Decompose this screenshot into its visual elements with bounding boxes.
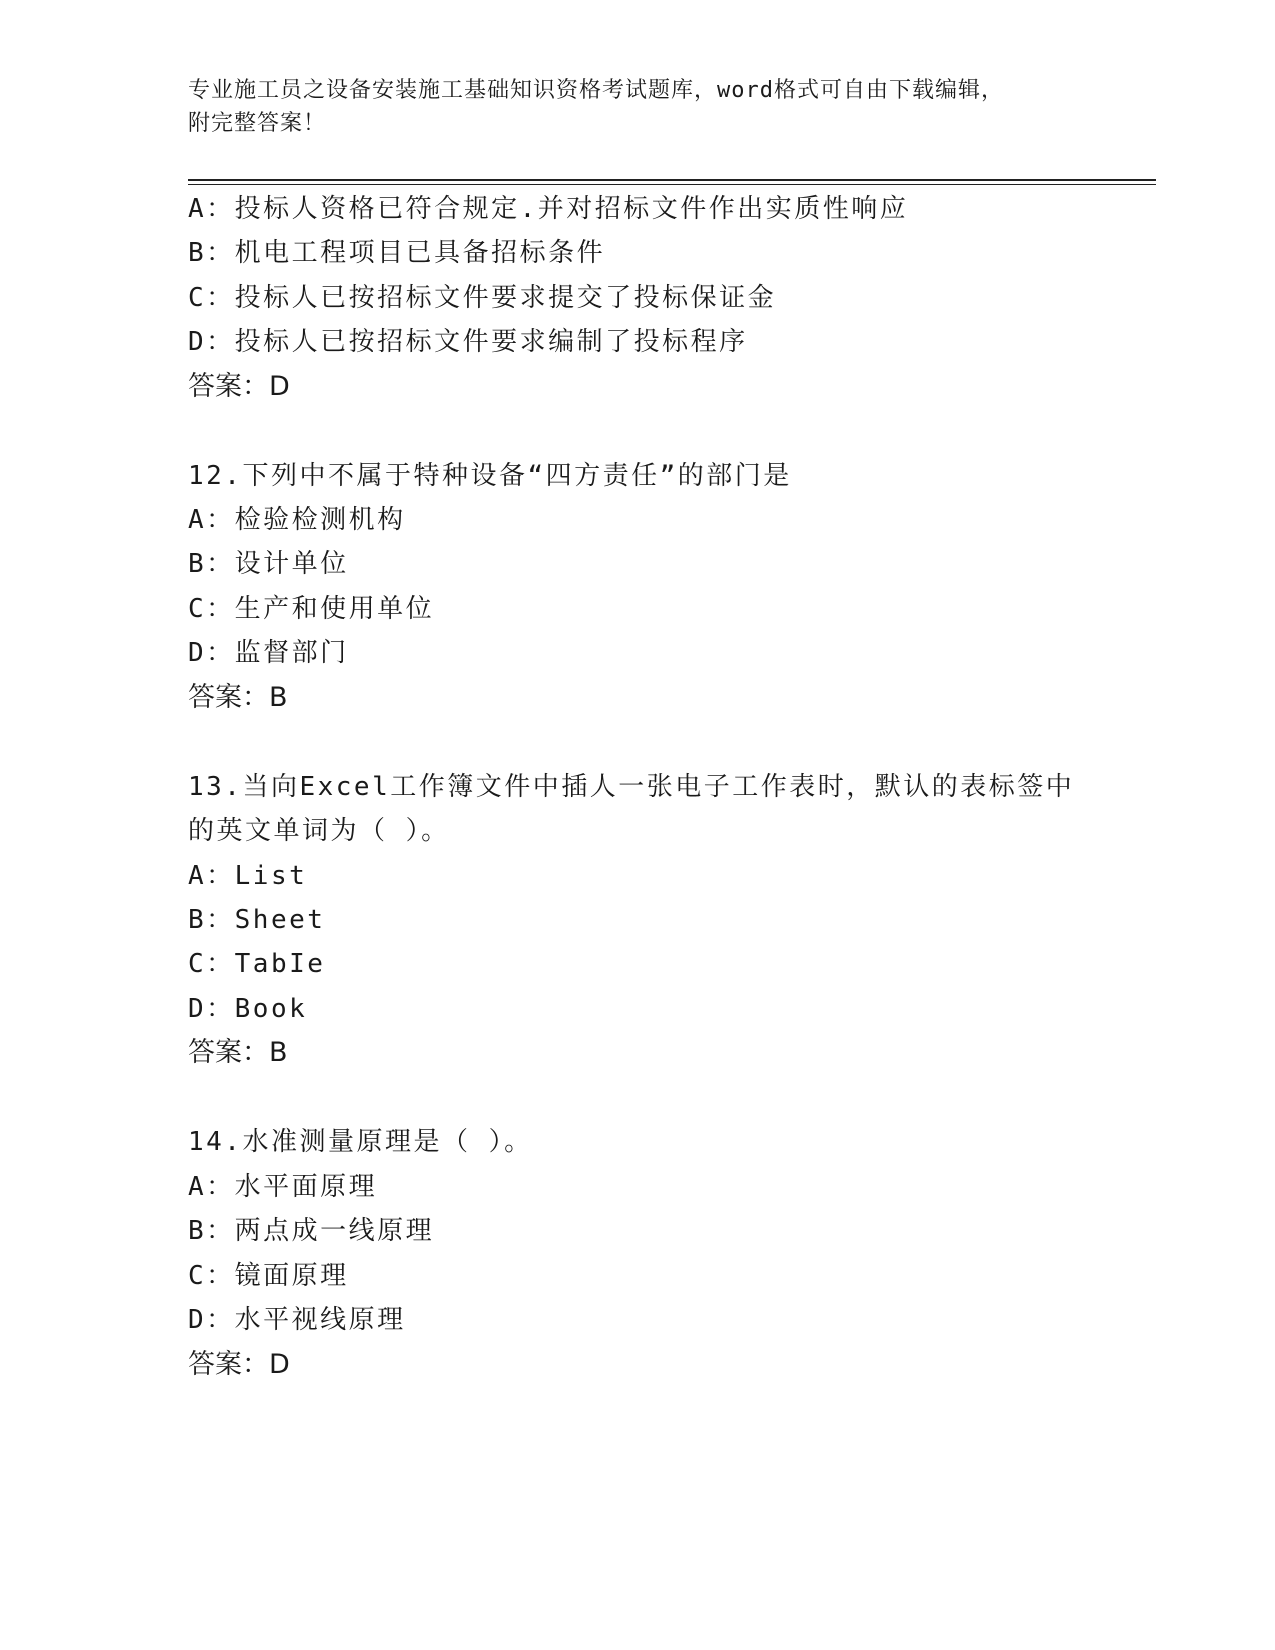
q14-answer: 答案：D	[188, 1349, 290, 1380]
q14-option-d: D：水平视线原理	[188, 1305, 406, 1335]
q13-answer: 答案：B	[188, 1037, 288, 1068]
header-divider-thick	[188, 179, 1156, 181]
q13-option-a: A：List	[188, 861, 308, 891]
q13-question-line-2: 的英文单词为（ ）。	[188, 816, 450, 846]
q14-option-c: C：镜面原理	[188, 1261, 349, 1291]
q14-option-a: A：水平面原理	[188, 1172, 378, 1202]
q12-option-b: B：设计单位	[188, 549, 349, 579]
q12-question: 12.下列中不属于特种设备“四方责任”的部门是	[188, 461, 792, 491]
q12-option-d: D：监督部门	[188, 638, 349, 668]
q13-option-c: C：TabIe	[188, 949, 326, 979]
q11-answer: 答案：D	[188, 371, 290, 402]
q12-answer: 答案：B	[188, 682, 288, 713]
q13-question-line-1: 13.当向Excel工作簿文件中插人一张电子工作表时，默认的表标签中	[188, 772, 1075, 802]
q11-option-a: A：投标人资格已符合规定.并对招标文件作出实质性响应	[188, 194, 909, 224]
header-divider-thin	[188, 184, 1156, 185]
q14-question: 14.水准测量原理是（ ）。	[188, 1127, 533, 1157]
q11-option-d: D：投标人已按招标文件要求编制了投标程序	[188, 327, 748, 357]
q11-option-b: B：机电工程项目已具备招标条件	[188, 238, 606, 268]
header-line-2: 附完整答案！	[188, 111, 327, 136]
q14-option-b: B：两点成一线原理	[188, 1216, 435, 1246]
q12-option-a: A：检验检测机构	[188, 505, 406, 535]
q11-option-c: C：投标人已按招标文件要求提交了投标保证金	[188, 283, 777, 313]
document-header	[188, 74, 1088, 140]
q13-option-b: B：Sheet	[188, 905, 326, 935]
q12-option-c: C：生产和使用单位	[188, 594, 435, 624]
header-line-1: 专业施工员之设备安装施工基础知识资格考试题库，word格式可自由下载编辑，	[188, 78, 1004, 103]
q13-option-d: D：Book	[188, 994, 308, 1024]
